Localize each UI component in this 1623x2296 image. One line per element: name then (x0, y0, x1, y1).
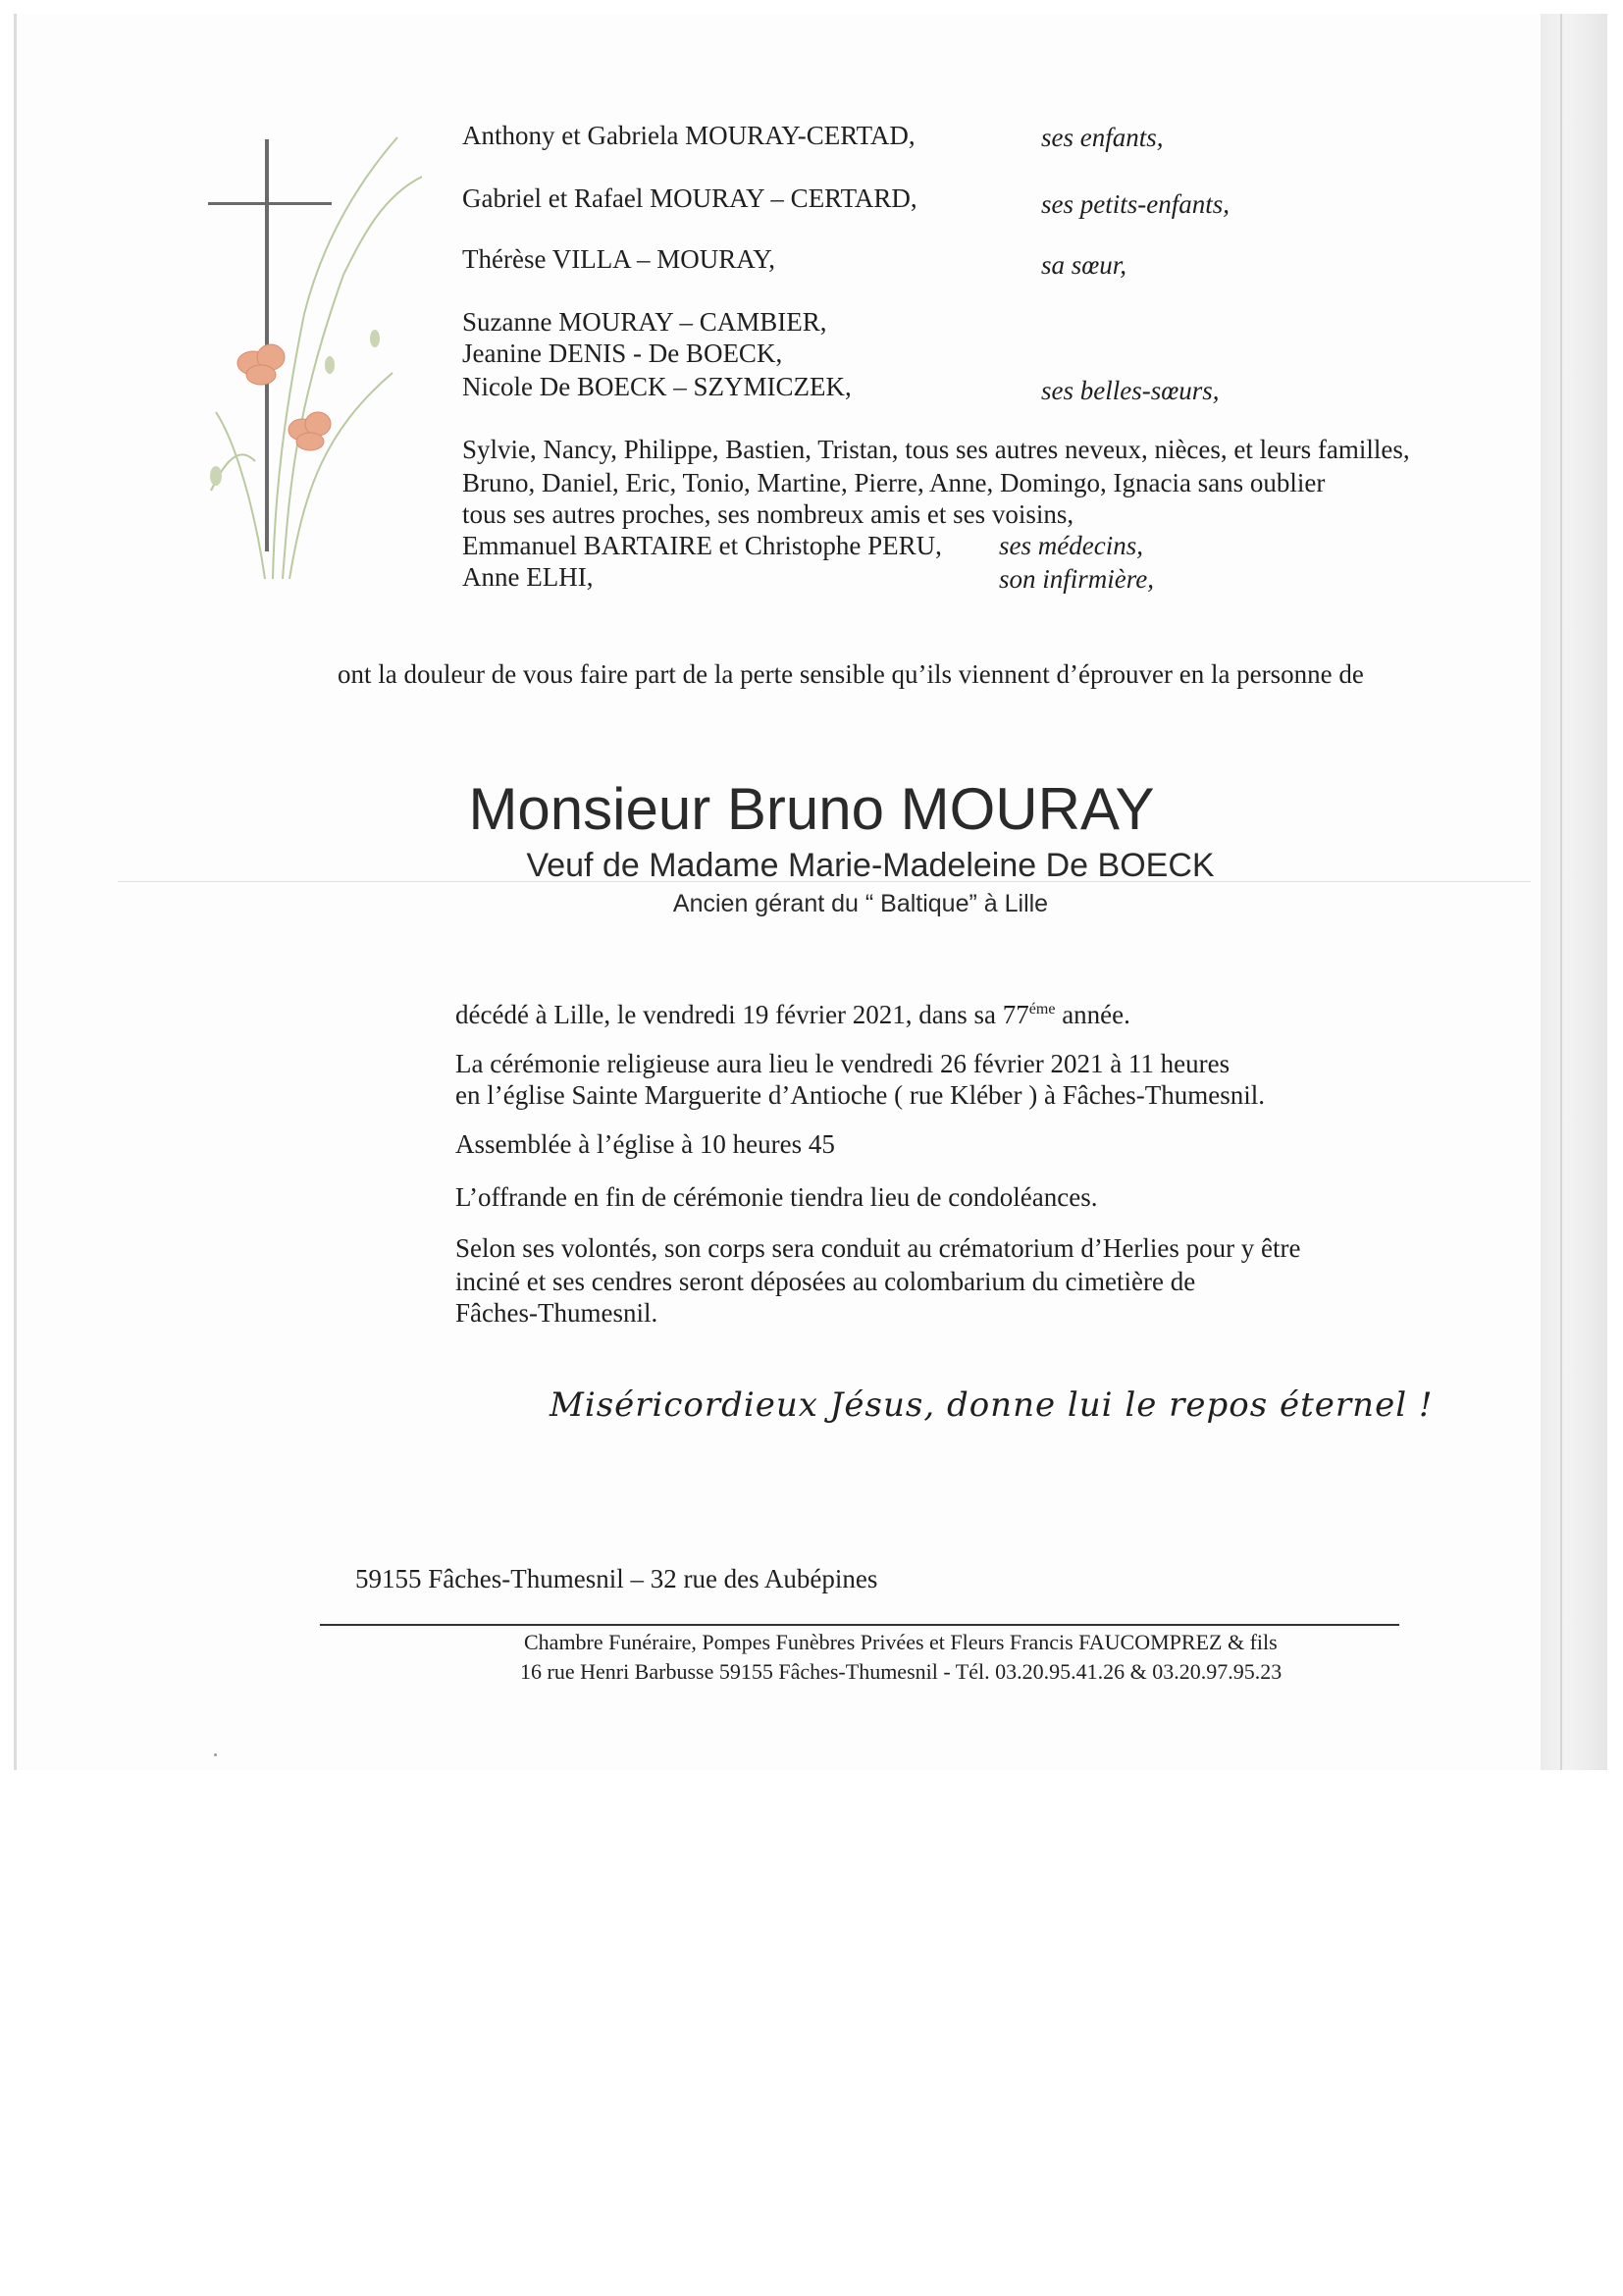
death-notice (455, 999, 1130, 1030)
ordinal-sup: éme (1028, 1001, 1056, 1018)
cross-flower-illustration (196, 118, 422, 628)
family-name: Jeanine DENIS - De BOECK, (462, 339, 783, 368)
family-relation: ses enfants, (1041, 123, 1164, 152)
carer-relation: ses médecins, (999, 531, 1143, 560)
family-name: Nicole De BOECK – SZYMICZEK, (462, 372, 852, 401)
carer-relation: son infirmière, (999, 564, 1154, 594)
ceremony-line: La cérémonie religieuse aura lieu le vendredi 26 février 2021 à 11 heures (455, 1049, 1230, 1078)
family-address: 59155 Fâches-Thumesnil – 32 rue des Aubépines (355, 1564, 878, 1593)
death-text: décédé à Lille, le vendredi 19 février 2021, dans sa 77 (455, 1000, 1029, 1029)
scan-speck (214, 1753, 217, 1756)
announcement-intro: ont la douleur de vous faire part de la perte sensible qu’ils viennent d’éprouver en la personne de (338, 659, 1364, 689)
funeral-home-name: Chambre Funéraire, Pompes Funèbres Privées et Fleurs Francis FAUCOMPREZ & fils (524, 1630, 1278, 1654)
footer-divider (320, 1624, 1399, 1626)
carer-name: Anne ELHI, (462, 562, 594, 592)
carer-name: Emmanuel BARTAIRE et Christophe PERU, (462, 531, 942, 560)
death-text-end: année. (1055, 1000, 1130, 1029)
family-name: Gabriel et Rafael MOURAY – CERTARD, (462, 183, 917, 213)
deceased-spouse: Veuf de Madame Marie-Madeleine De BOECK (526, 847, 1215, 884)
others-line: tous ses autres proches, ses nombreux amis et ses voisins, (462, 499, 1074, 529)
offering-line: L’offrande en fin de cérémonie tiendra lieu de condoléances. (455, 1182, 1098, 1212)
ceremony-line: en l’église Sainte Marguerite d’Antioche ( rue Kléber ) à Fâches-Thumesnil. (455, 1080, 1265, 1110)
deceased-role: Ancien gérant du “ Baltique” à Lille (672, 890, 1049, 917)
others-line: Sylvie, Nancy, Philippe, Bastien, Tristan, tous ses autres neveux, nièces, et leurs familles, (462, 435, 1410, 464)
family-name: Suzanne MOURAY – CAMBIER, (462, 307, 827, 337)
family-name: Thérèse VILLA – MOURAY, (462, 244, 775, 274)
wishes-line: Selon ses volontés, son corps sera conduit au crématorium d’Herlies pour y être (455, 1233, 1301, 1263)
others-line: Bruno, Daniel, Eric, Tonio, Martine, Pierre, Anne, Domingo, Ignacia sans oublier (462, 468, 1326, 497)
assembly-line: Assemblée à l’église à 10 heures 45 (455, 1129, 835, 1159)
family-name: Anthony et Gabriela MOURAY-CERTAD, (462, 121, 916, 150)
deceased-name: Monsieur Bruno MOURAY (468, 776, 1155, 842)
wishes-line: Fâches-Thumesnil. (455, 1298, 658, 1328)
prayer-text: Miséricordieux Jésus, donne lui le repos éternel ! (550, 1385, 1434, 1425)
family-relation: ses petits-enfants, (1041, 189, 1230, 219)
wishes-line: inciné et ses cendres seront déposées au colombarium du cimetière de (455, 1267, 1196, 1296)
family-relation: sa sœur, (1041, 250, 1127, 280)
family-relation: ses belles-sœurs, (1041, 376, 1220, 405)
funeral-home-address: 16 rue Henri Barbusse 59155 Fâches-Thumesnil - Tél. 03.20.95.41.26 & 03.20.97.95.23 (520, 1659, 1283, 1684)
